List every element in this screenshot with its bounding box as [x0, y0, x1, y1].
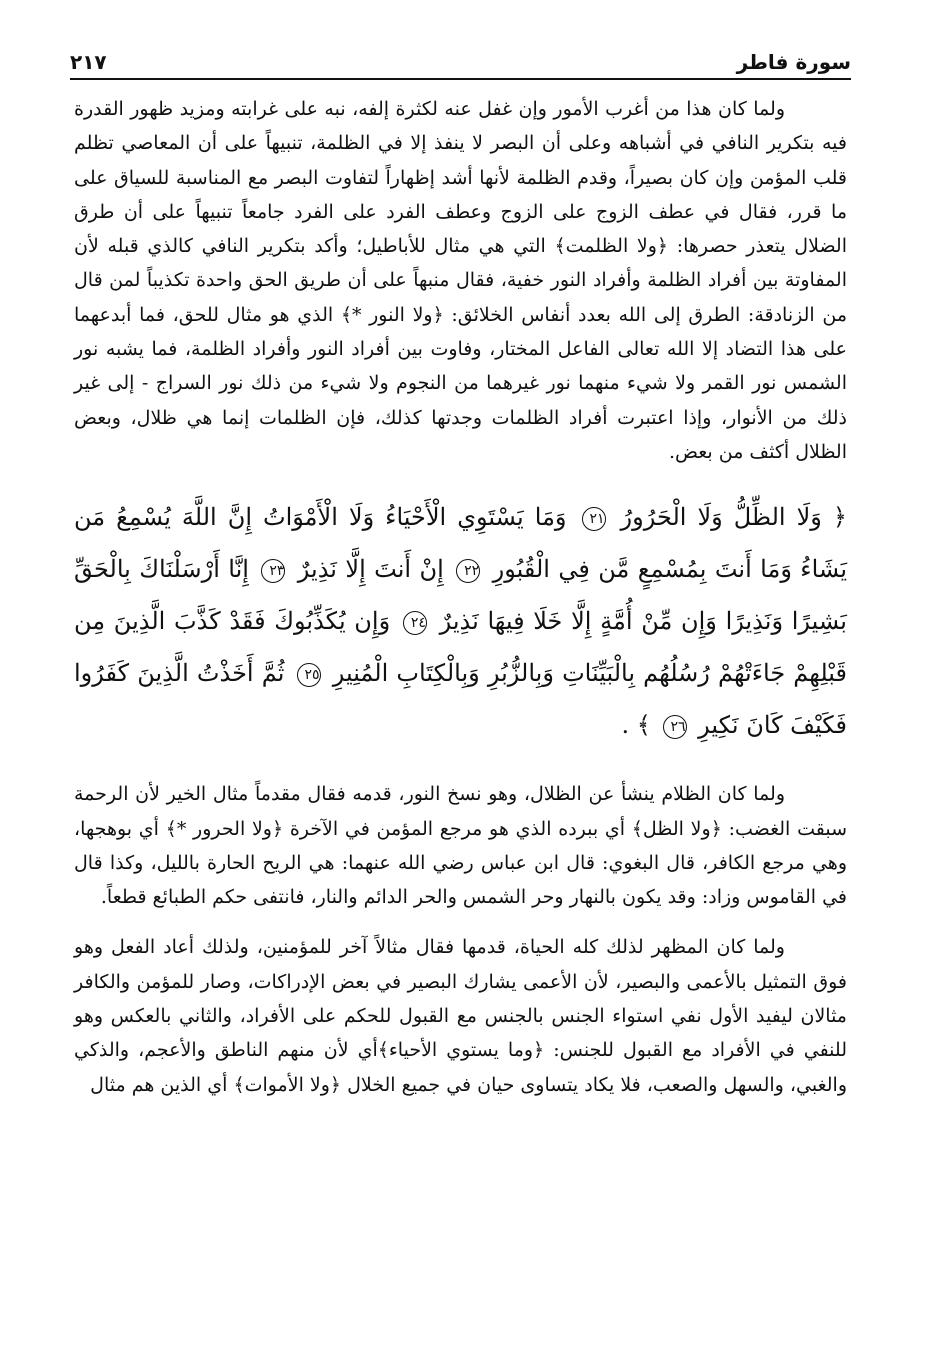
verse-text: وَإِن يُكَذِّبُوكَ فَقَدْ كَذَّبَ الَّذِينَ مِن قَبْلِهِمْ جَاءَتْهُمْ رُسُلُهُم بِالْبَيِّنَاتِ وَبِالزُّبُرِ وَبِالْكِتَابِ الْمُنِيرِ	[74, 607, 847, 688]
verse-text: إِنْ أَنتَ إِلَّا نَذِيرٌ	[297, 555, 444, 584]
verse-number-marker: ٢٣	[261, 559, 285, 583]
page-number: ٢١٧	[70, 50, 107, 74]
verse-number-marker: ٢٢	[456, 559, 480, 583]
header-divider	[70, 78, 851, 80]
verse-text: إِنَّا أَرْسَلْنَاكَ بِالْحَقِّ بَشِيرًا وَنَذِيرًا وَإِن مِّنْ أُمَّةٍ إِلَّا خَلَا فِيهَا نَذِيرٌ	[74, 555, 847, 636]
verse-number-marker: ٢٦	[663, 715, 687, 739]
verse-number-marker: ٢٥	[297, 663, 321, 687]
verse-number-marker: ٢١	[582, 507, 606, 531]
quran-verses-block	[74, 491, 847, 751]
verse-text: وَلَا الظِّلُّ وَلَا الْحَرُورُ	[620, 503, 822, 532]
page-header	[70, 38, 851, 74]
page-body	[74, 92, 847, 1118]
commentary-paragraph: ولما كان الظلام ينشأ عن الظلال، وهو نسخ النور، قدمه فقال مقدماً مثال الخير لأن الرحمة سبقت الغضب: ﴿ولا الظل﴾ أي ببرده الذي هو مرجع المؤمن في الآخرة ﴿ولا الحرور *﴾ أي بوهجها، وهي مرجع الكافر، قال البغوي: قال ابن عباس رضي الله عنهما: هي الريح الحارة بالليل، وكذا قال في القاموس وزاد: وقد يكون بالنهار وحر الشمس والحر الدائم والنار، فانتفى حكم الطبائع قطعاً.	[74, 783, 847, 909]
commentary-paragraph: ولما كان المظهر لذلك كله الحياة، قدمها فقال مثالاً آخر للمؤمنين، ولذلك أعاد الفعل وهو فوق التمثيل بالأعمى والبصير، لأن الأعمى يشارك البصير في بعض الإدراكات، وصار للمؤمن والكافر مثالان ليفيد الأول نفي استواء الجنس بالجنس مع القبول للحكم على الأفراد، والثاني بالعكس وهو للنفي في الأفراد مع القبول للجنس: ﴿وما يستوي الأحياء﴾أي لأن منهم الناطق والأعجم، والذكي والغبي، والسهل والصعب، فلا يكاد يتساوى حيان في جميع الخلال ﴿ولا الأموات﴾ أي الذين هم مثال	[74, 936, 847, 1096]
verse-text: وَمَا يَسْتَوِي الْأَحْيَاءُ وَلَا الْأَمْوَاتُ إِنَّ اللَّهَ يُسْمِعُ مَن يَشَاءُ وَمَا أَنتَ بِمُسْمِعٍ مَّن فِي الْقُبُورِ	[74, 503, 847, 584]
surah-title: سورة فاطر	[736, 50, 851, 74]
verse-number-marker: ٢٤	[403, 611, 427, 635]
verse-open-bracket: ﴿	[832, 503, 847, 532]
verse-text: ثُمَّ أَخَذْتُ الَّذِينَ كَفَرُوا فَكَيْفَ كَانَ نَكِيرِ	[74, 659, 847, 740]
commentary-paragraph: ولما كان هذا من أغرب الأمور وإن غفل عنه لكثرة إلفه، نبه على غرابته ومزيد ظهور القدرة فيه بتكرير النافي في أشباهه وعلى أن البصر لا ينفذ إلا في الظلمة، تنبيهاً على أن المعاصي تظلم قلب المؤمن وإن كان بصيراً، وقدم الظلمة لأنها أشد إظهاراً لتفاوت البصر مع المناسبة للسياق على ما قرر، فقال في عطف الزوج على الزوج وعطف الفرد على الفرد جامعاً تنبيهاً على أن طرق الضلال يتعذر حصرها: ﴿ولا الظلمت﴾ التي هي مثال للأباطيل؛ وأكد بتكرير النافي كالذي قبله لأن المفاوتة بين أفراد الظلمة وأفراد النور خفية، فقال منبهاً على أن طريق الحق واحدة تكذيباً لمن قال من الزنادقة: الطرق إلى الله بعدد أنفاس الخلائق: ﴿ولا النور *﴾ الذي هو مثال للحق، فما أبدعهما على هذا التضاد إلا الله تعالى الفاعل المختار، وفاوت بين أفراد النور وأفراد الظلمة، فما يشبه نور الشمس نور القمر ولا شيء منهما نور غيرهما من النجوم ولا شيء من ذلك نور السراج - إلى غير ذلك من الأنوار، وإذا اعتبرت أفراد الظلمات وجدتها كذلك، فإن الظلمات إنما هي ظلال، وبعض الظلال أكثف من بعض.	[74, 98, 848, 463]
verse-close-bracket: ﴾ .	[621, 711, 651, 740]
